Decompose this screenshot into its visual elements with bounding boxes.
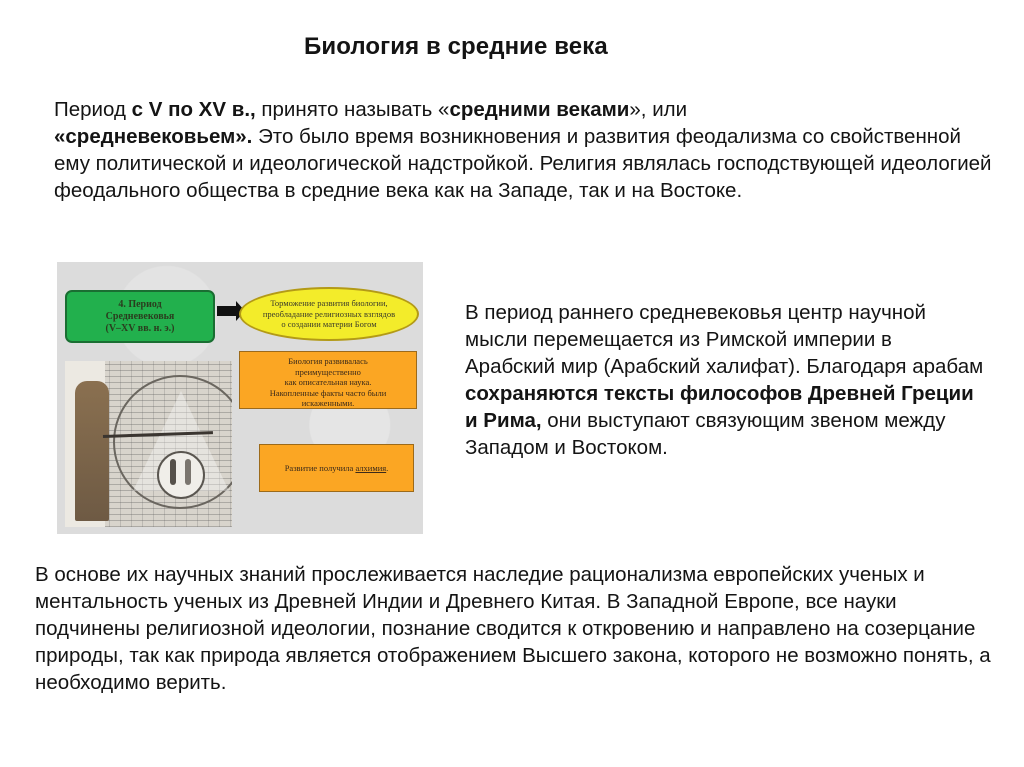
intro-text: принято называть « <box>255 98 450 121</box>
box-text: Развитие получила <box>284 463 356 473</box>
box-text: . <box>386 463 389 473</box>
period-box <box>65 290 215 343</box>
box-line: Биология развивалась <box>288 356 368 366</box>
intro-paragraph <box>54 96 994 204</box>
engraving-inner-circle <box>157 451 205 499</box>
alchemy-underlined: алхимия <box>355 463 387 473</box>
box-line: как описательная наука. <box>284 377 372 387</box>
slide-title: Биология в средние века <box>304 33 608 60</box>
intro-bold-medieval: «средневековьем». <box>54 125 253 148</box>
engraving-monk <box>75 381 109 521</box>
stagnation-ellipse <box>239 287 419 341</box>
intro-bold-period: с V по XV в., <box>131 98 256 121</box>
intro-bold-middle-ages: средними веками <box>449 98 630 121</box>
engraving-figure <box>185 459 191 485</box>
arab-world-paragraph <box>465 299 985 461</box>
period-box-line: (V–XV вв. н. э.) <box>105 323 175 334</box>
ellipse-line: Торможение развития биологии, <box>270 298 388 308</box>
arab-text: В период раннего средневековья центр научной мысли перемещается из Римской империи в Арабский мир (Арабский халифат). Благодаря арабам <box>465 301 984 378</box>
basis-paragraph: В основе их научных знаний прослеживается наследие рационализма европейских ученых и ментальность ученых из Древней Индии и Древнего Китая. В Западной Европе, все науки подчинены религиозной идеологии, познание сводится к откровению и направлено на созерцание природы, так как природа является отображением Высшего закона, которого не возможно понять, а необходимо верить. <box>35 563 991 694</box>
arab-text: они выступают связующим звеном между Западом и Востоком. <box>465 409 946 459</box>
arab-bold-texts: сохраняются тексты философов Древней Греции и Рима, <box>465 382 974 432</box>
intro-text: Это было время возникновения и развития феодализма со свойственной ему политической и идеологической надстройкой. Религия являлась господствующей идеологией феодального общества в средние века как на Западе, так и на Востоке. <box>54 125 992 202</box>
intro-text: », или <box>629 98 688 121</box>
box-line: искаженными. <box>301 398 355 408</box>
arrow-right-icon <box>217 306 237 316</box>
intro-text: Период <box>54 98 132 121</box>
engraving-illustration <box>65 361 232 527</box>
box-line: преимущественно <box>295 366 361 377</box>
box-line: Накопленные факты часто были <box>269 387 387 398</box>
engraving-figure <box>170 459 176 485</box>
medieval-biology-diagram-image <box>57 262 423 534</box>
ellipse-line: преобладание религиозных взглядов <box>262 308 396 319</box>
period-box-line: 4. Период <box>118 299 162 310</box>
descriptive-science-box <box>239 351 417 409</box>
alchemy-box <box>259 444 414 492</box>
period-box-line: Средневековья <box>105 311 175 322</box>
ellipse-line: о создании материи Богом <box>281 319 377 329</box>
